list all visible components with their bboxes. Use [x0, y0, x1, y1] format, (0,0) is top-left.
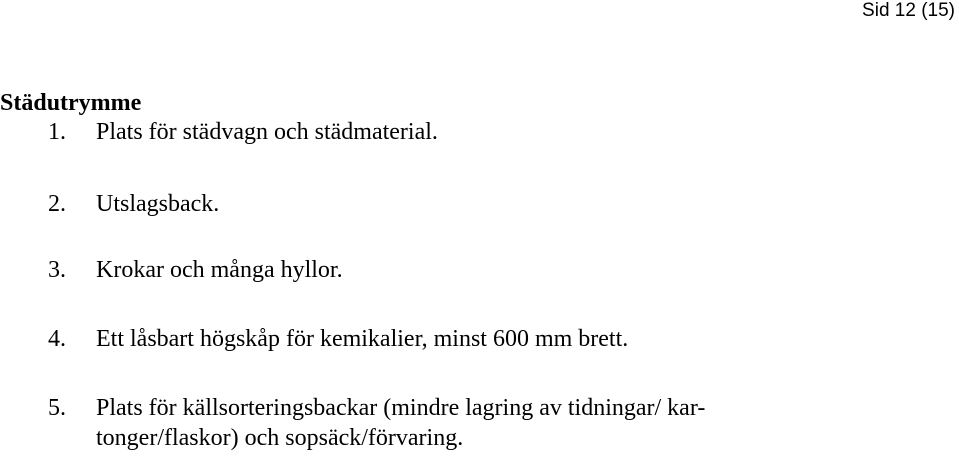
list-item-number: 2.: [48, 191, 66, 217]
list-item-text: Utslagsback.: [96, 191, 220, 217]
list-item-number: 5.: [48, 395, 66, 421]
section-title: Städutrymme: [0, 90, 142, 116]
list-item-number: 3.: [48, 257, 66, 283]
list-item-text: Plats för städvagn och städmaterial.: [96, 119, 438, 145]
list-item-text-continuation: tonger/flaskor) och sopsäck/förvaring.: [96, 425, 464, 451]
page-number: Sid 12 (15): [862, 0, 955, 21]
list-item-number: 1.: [48, 119, 66, 145]
list-item-number: 4.: [48, 326, 66, 352]
list-item-text: Plats för källsorteringsbackar (mindre lagring av tidningar/ kar-: [96, 395, 706, 421]
list-item-text: Ett låsbart högskåp för kemikalier, minst 600 mm brett.: [96, 326, 629, 352]
list-item-text: Krokar och många hyllor.: [96, 257, 343, 283]
